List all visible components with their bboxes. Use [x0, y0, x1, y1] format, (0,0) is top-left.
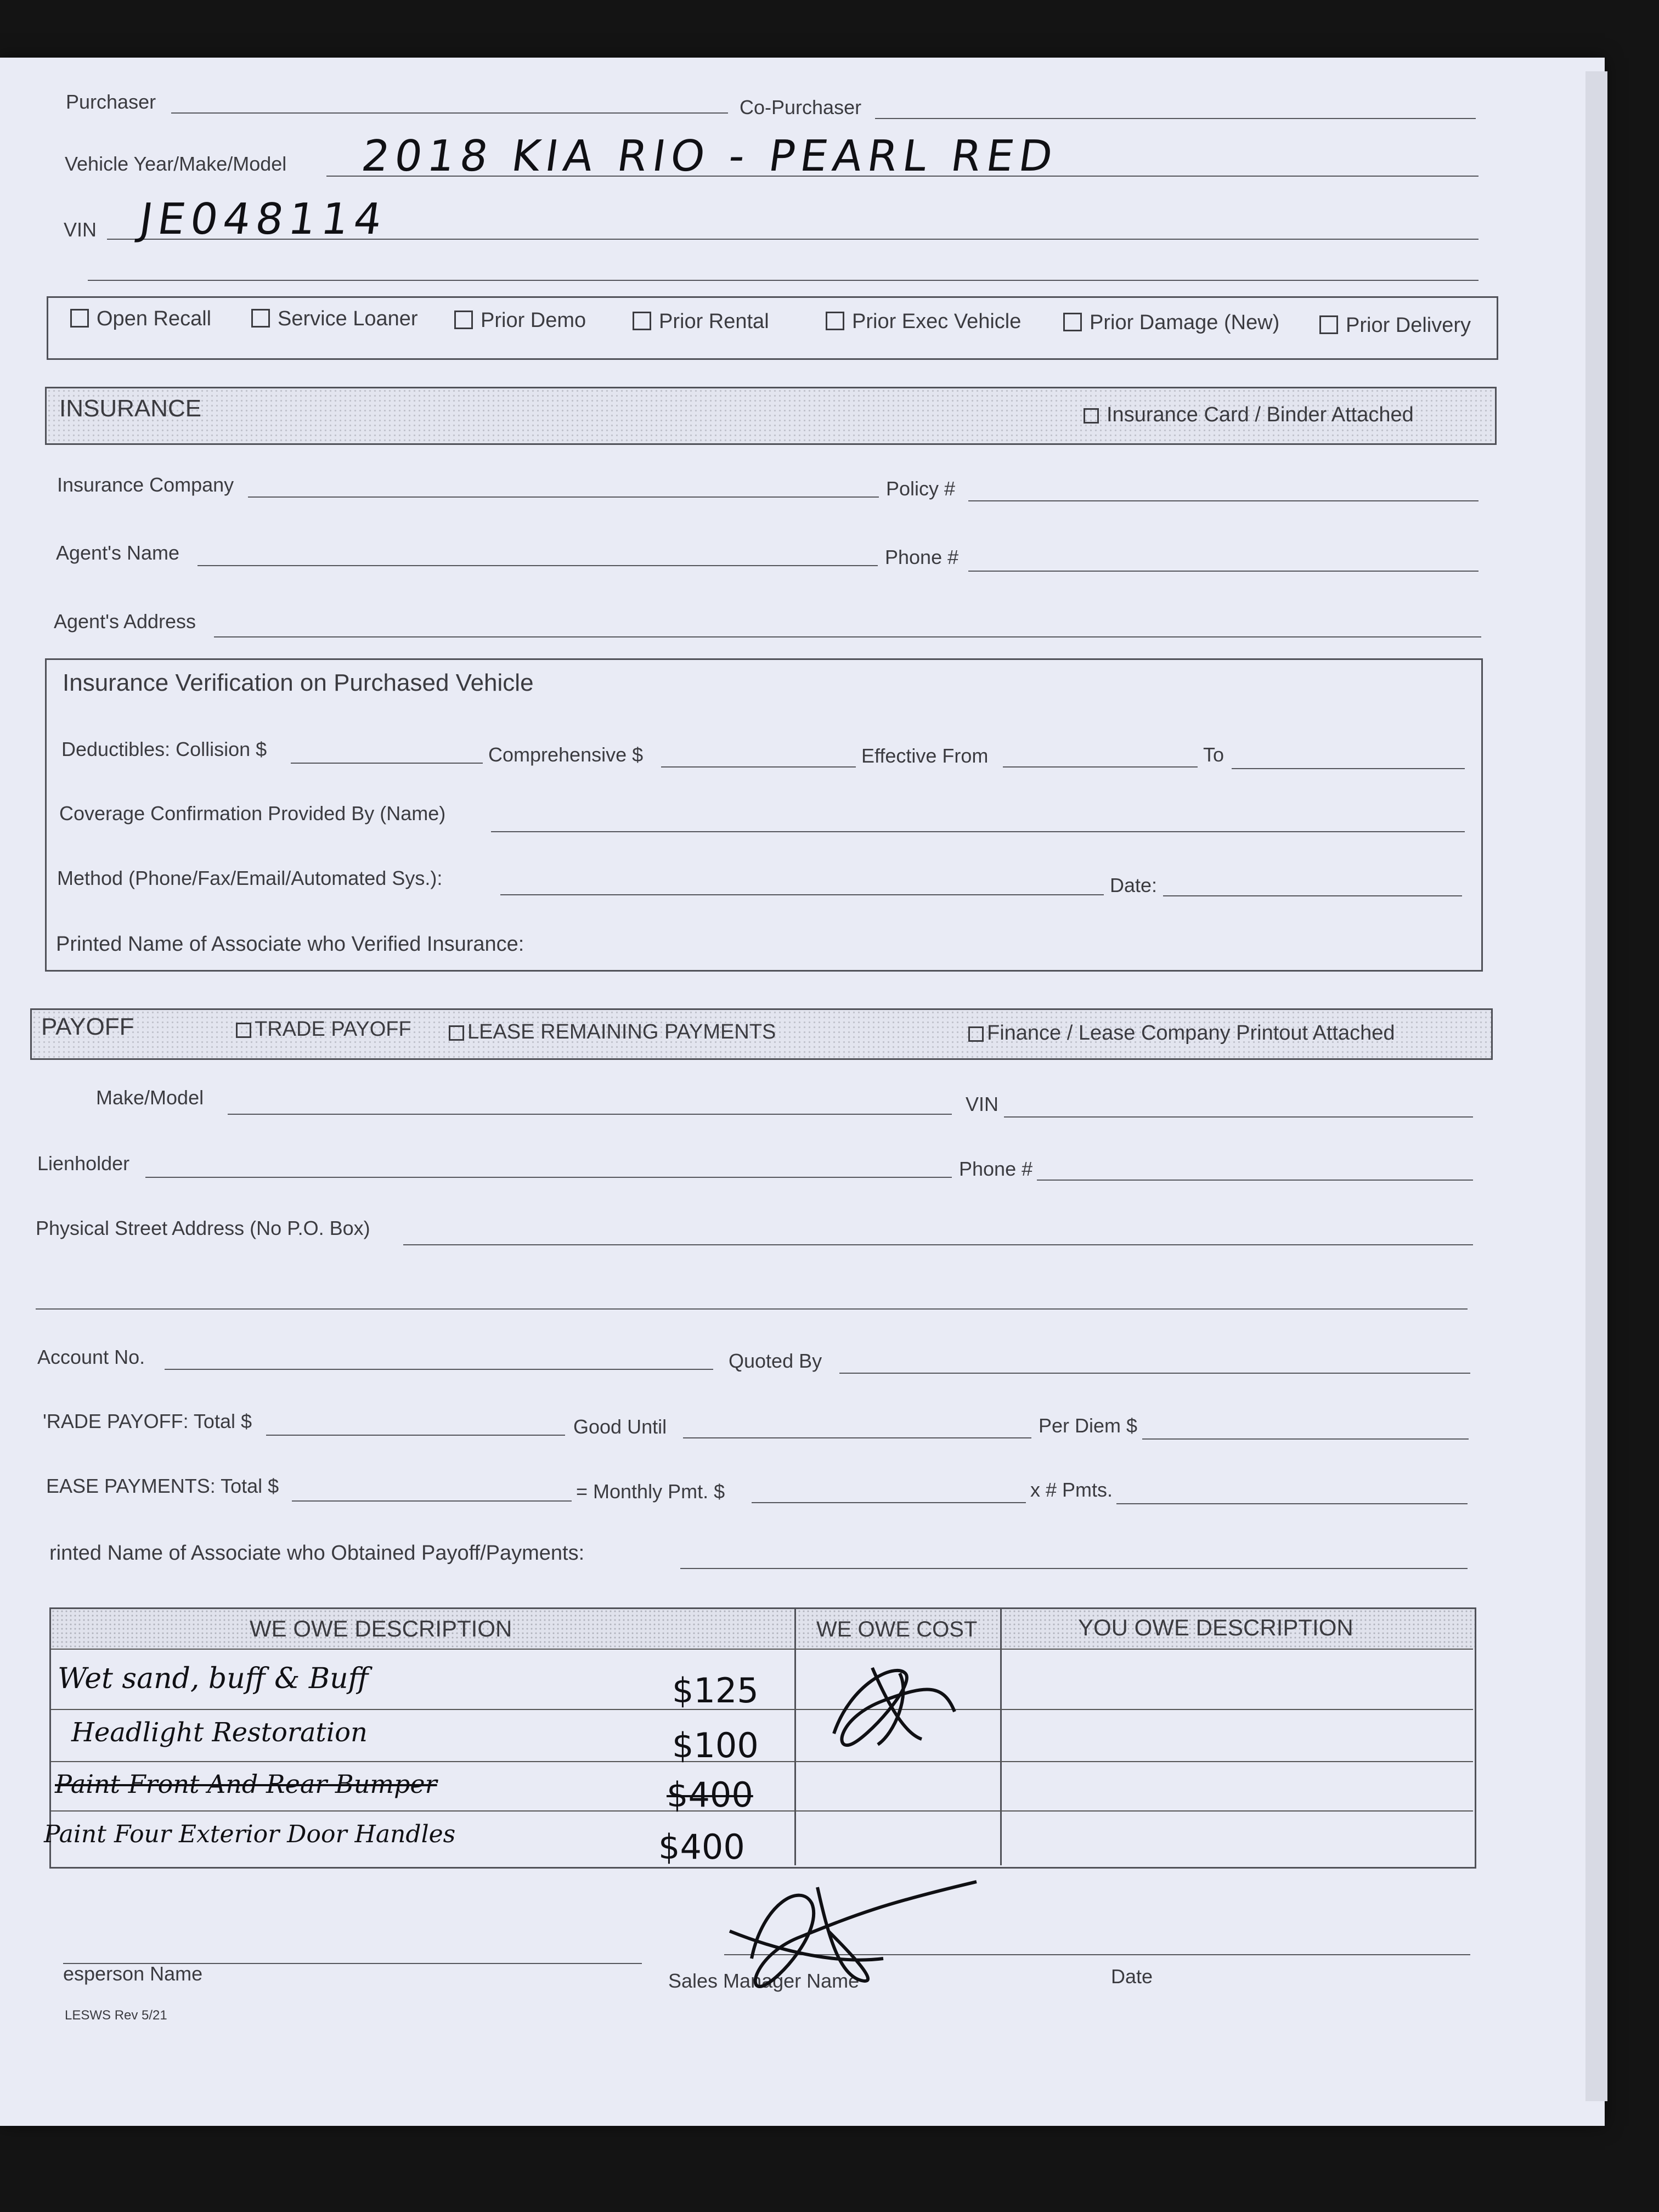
table-row: Wet sand, buff & Buff: [58, 1662, 369, 1695]
table-header-rule: [51, 1649, 1473, 1650]
checkbox-icon: [449, 1025, 464, 1041]
vin-value: JE048114: [136, 195, 391, 244]
checkbox-icon: [1084, 408, 1099, 424]
checkbox-icon: [968, 1026, 984, 1042]
checkbox-open-recall[interactable]: [70, 307, 211, 331]
agent-address-field[interactable]: [214, 636, 1481, 637]
insurance-company-field[interactable]: [248, 496, 879, 498]
lienholder-phone-field[interactable]: [1037, 1180, 1473, 1181]
checkbox-finance-printout[interactable]: [968, 1022, 1395, 1045]
good-until-field[interactable]: [683, 1437, 1031, 1438]
insurance-title: INSURANCE: [59, 395, 202, 422]
insurance-company-label: Insurance Company: [57, 473, 234, 496]
per-diem-label: Per Diem $: [1039, 1414, 1138, 1437]
date-label: Date: [1111, 1965, 1153, 1988]
checkbox-icon: [70, 309, 89, 328]
coverage-field[interactable]: [491, 831, 1465, 832]
checkbox-icon: [1319, 315, 1338, 334]
comprehensive-label: Comprehensive $: [488, 743, 644, 766]
checkbox-prior-rental[interactable]: [633, 310, 769, 334]
checkbox-lease-remaining[interactable]: [449, 1020, 776, 1044]
policy-field[interactable]: [968, 500, 1479, 501]
verification-title: Insurance Verification on Purchased Vehicle: [63, 669, 534, 696]
payoff-title: PAYOFF: [41, 1013, 134, 1040]
payoff-make-model-field[interactable]: [228, 1114, 952, 1115]
method-date-field[interactable]: [1163, 895, 1462, 896]
checkbox-label: LEASE REMAINING PAYMENTS: [467, 1020, 776, 1043]
checkbox-label: Prior Damage (New): [1090, 311, 1280, 334]
checkbox-icon: [826, 312, 844, 330]
manager-signature: [719, 1871, 993, 2002]
revision-label: LESWS Rev 5/21: [65, 2008, 167, 2023]
method-field[interactable]: [500, 894, 1104, 895]
lienholder-label: Lienholder: [37, 1152, 130, 1175]
street-address-field-2[interactable]: [36, 1308, 1468, 1310]
to-field[interactable]: [1232, 768, 1465, 769]
payoff-make-model-label: Make/Model: [96, 1086, 204, 1109]
manager-label: Sales Manager Name: [668, 1970, 860, 1992]
quoted-by-label: Quoted By: [729, 1350, 822, 1372]
checkbox-icon: [251, 309, 270, 328]
vehicle-label: Vehicle Year/Make/Model: [65, 153, 287, 175]
account-field[interactable]: [165, 1369, 713, 1370]
checkbox-label: Service Loaner: [278, 307, 418, 330]
paper-edge: [1585, 71, 1607, 2101]
col-divider-1: [794, 1607, 796, 1865]
agent-address-label: Agent's Address: [54, 610, 196, 633]
policy-label: Policy #: [886, 477, 956, 500]
deductibles-label: Deductibles: Collision $: [61, 738, 267, 760]
effective-from-field[interactable]: [1003, 766, 1198, 768]
lienholder-phone-label: Phone #: [959, 1158, 1033, 1180]
checkbox-prior-delivery[interactable]: [1319, 314, 1471, 337]
checkbox-label: Open Recall: [97, 307, 212, 330]
table-row: Paint Four Exterior Door Handles: [44, 1820, 456, 1848]
checkbox-label: Prior Demo: [481, 309, 586, 332]
checkbox-trade-payoff[interactable]: [236, 1018, 411, 1041]
table-row-rule: [51, 1761, 1473, 1762]
checkbox-label: Prior Rental: [659, 310, 769, 333]
lienholder-field[interactable]: [145, 1177, 952, 1178]
num-pmts-label: x # Pmts.: [1030, 1479, 1113, 1501]
num-pmts-field[interactable]: [1116, 1503, 1468, 1504]
vehicle-value: 2018 KIA RIO - PEARL RED: [358, 132, 1061, 181]
lease-total-field[interactable]: [292, 1500, 572, 1502]
checkbox-prior-exec[interactable]: [826, 310, 1021, 334]
purchaser-label: Purchaser: [66, 91, 156, 113]
checkbox-service-loaner[interactable]: [251, 307, 418, 331]
obtained-payoff-label: rinted Name of Associate who Obtained Payoff/Payments:: [49, 1542, 585, 1565]
checkbox-label: TRADE PAYOFF: [255, 1018, 411, 1041]
comprehensive-field[interactable]: [661, 766, 856, 768]
checkbox-icon: [454, 311, 473, 329]
checkbox-prior-damage[interactable]: [1063, 311, 1279, 335]
coverage-label: Coverage Confirmation Provided By (Name): [59, 802, 446, 825]
table-row-amount: $125: [672, 1671, 759, 1711]
account-label: Account No.: [37, 1346, 145, 1368]
checkbox-label: Insurance Card / Binder Attached: [1107, 403, 1414, 426]
checkbox-label: Prior Exec Vehicle: [852, 310, 1022, 333]
table-row-rule: [51, 1810, 1473, 1812]
per-diem-field[interactable]: [1142, 1438, 1469, 1440]
good-until-label: Good Until: [573, 1415, 667, 1438]
co-purchaser-field[interactable]: [875, 118, 1476, 119]
salesperson-label: esperson Name: [63, 1962, 203, 1985]
table-row-rule: [51, 1709, 1473, 1710]
trade-total-field[interactable]: [266, 1435, 565, 1436]
checkbox-prior-demo[interactable]: [454, 309, 586, 332]
checkbox-icon: [633, 312, 651, 330]
table-row-amount: $400: [658, 1827, 745, 1867]
verified-by-label: Printed Name of Associate who Verified Insurance:: [56, 933, 524, 956]
table-row-amount-struck: $400: [667, 1775, 753, 1815]
collision-field[interactable]: [291, 763, 483, 764]
co-purchaser-label: Co-Purchaser: [740, 96, 862, 119]
checkbox-icon: [236, 1023, 251, 1038]
col-divider-2: [1000, 1607, 1002, 1865]
trade-total-label: 'RADE PAYOFF: Total $: [43, 1410, 252, 1432]
agent-name-field[interactable]: [198, 565, 878, 566]
effective-from-label: Effective From: [861, 744, 989, 767]
monthly-pmt-field[interactable]: [752, 1502, 1026, 1503]
table-row: Headlight Restoration: [71, 1717, 368, 1748]
initials-signature: [817, 1651, 960, 1761]
we-owe-desc-header: WE OWE DESCRIPTION: [250, 1616, 512, 1641]
table-row-struck: Paint Front And Rear Bumper: [55, 1769, 437, 1799]
checkbox-label: Prior Delivery: [1346, 314, 1471, 337]
monthly-pmt-label: = Monthly Pmt. $: [576, 1480, 725, 1503]
agent-name-label: Agent's Name: [56, 541, 179, 564]
blank-line: [88, 280, 1479, 281]
checkbox-insurance-card[interactable]: [1084, 403, 1414, 427]
payoff-vin-field[interactable]: [1004, 1116, 1473, 1118]
you-owe-desc-header: YOU OWE DESCRIPTION: [1078, 1615, 1353, 1640]
street-address-field[interactable]: [403, 1244, 1473, 1245]
we-owe-cost-header: WE OWE COST: [816, 1617, 978, 1641]
agent-phone-field[interactable]: [968, 571, 1479, 572]
method-label: Method (Phone/Fax/Email/Automated Sys.):: [57, 867, 443, 889]
lease-total-label: EASE PAYMENTS: Total $: [46, 1475, 279, 1497]
to-label: To: [1203, 743, 1224, 766]
purchaser-field[interactable]: [171, 112, 728, 114]
agent-phone-label: Phone #: [885, 546, 959, 568]
method-date-label: Date:: [1110, 874, 1158, 896]
checkbox-label: Finance / Lease Company Printout Attached: [987, 1022, 1395, 1045]
vin-label: VIN: [64, 218, 97, 241]
checkbox-icon: [1063, 313, 1082, 331]
street-address-label: Physical Street Address (No P.O. Box): [36, 1217, 370, 1239]
table-row-amount: $100: [672, 1725, 759, 1765]
quoted-by-field[interactable]: [839, 1373, 1470, 1374]
obtained-payoff-field[interactable]: [680, 1568, 1468, 1569]
payoff-vin-label: VIN: [966, 1093, 999, 1115]
